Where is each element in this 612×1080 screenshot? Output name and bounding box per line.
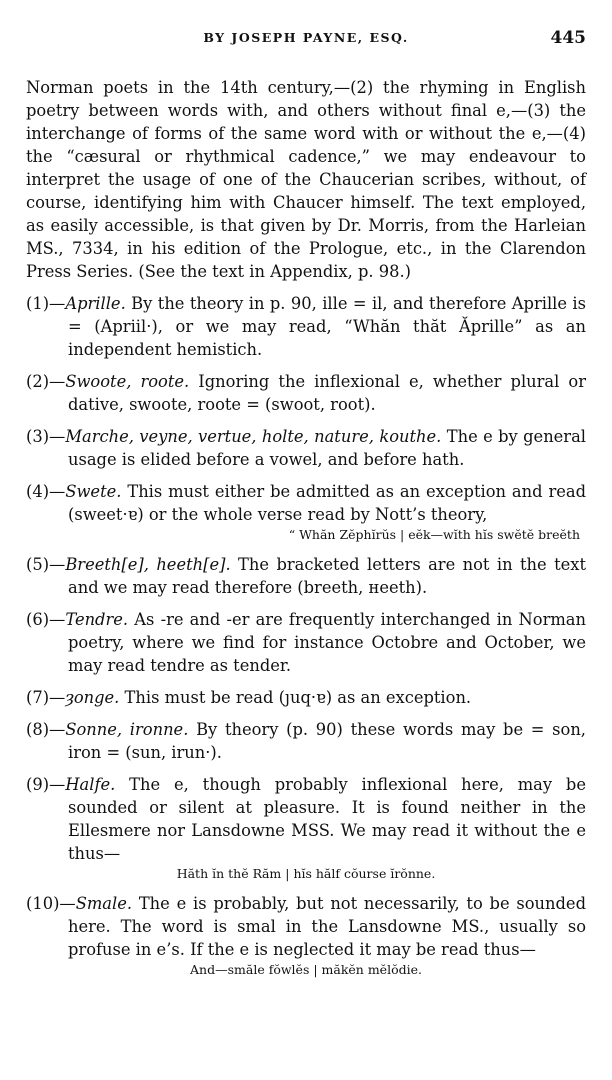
entry-9 [26,773,586,883]
entry-paragraph [26,425,586,471]
entry-text: By the theory in p. 90, ille = il, and therefore Aprille is = (Apriil·), or we may read, “Whăn thăt Ăprille” as an independent hemistich. [68,294,586,359]
entry-headword: Marche, veyne, vertue, holte, nature, kouthe. [65,427,442,446]
entry-8 [26,718,586,764]
entry-10 [26,892,586,979]
entry-1 [26,292,586,361]
entry-text: The bracketed letters are not in the text and we may read therefore (breeth, ʜeeth). [68,555,586,597]
entry-paragraph [26,292,586,361]
entry-text: As -re and -er are frequently interchanged in Norman poetry, where we find for instance Octobre and October, we may read tendre as tender. [68,610,586,675]
entry-number: (2)— [26,372,66,391]
entry-3 [26,425,586,471]
entry-paragraph [26,892,586,961]
entry-text: By theory (p. 90) these words may be = son, iron = (sun, irun·). [68,720,586,762]
entry-number: (4)— [26,482,66,501]
entry-number: (3)— [26,427,66,446]
entry-number: (10)— [26,894,76,913]
entry-text: The e is probably, but not necessarily, to be sounded here. The word is smal in the Lansdowne MS., usually so profuse in e’s. If the e is neglected it may be read thus— [68,894,586,959]
entry-2 [26,370,586,416]
entry-text: This must be read (ȷuq·ɐ) as an exception. [119,688,472,707]
entry-number: (7)— [26,688,66,707]
entry-headword: Breeth[e], heeth[e]. [65,555,231,574]
entry-paragraph [26,370,586,416]
entry-number: (5)— [26,555,66,574]
body-text [26,76,586,979]
entries-list [26,292,586,979]
entry-paragraph [26,608,586,677]
entry-text: The e by general usage is elided before a vowel, and before hath. [68,427,587,469]
entry-paragraph [26,553,586,599]
verse-line: “ Whăn Zĕphĭrŭs | eĕk—wĭth hĭs swĕtĕ breĕth [288,527,580,542]
entry-paragraph [26,773,586,865]
entry-number: (1)— [26,294,66,313]
entry-number: (9)— [26,775,66,794]
entry-4 [26,480,586,544]
entry-paragraph [26,686,586,709]
entry-7 [26,686,586,709]
entry-headword: Swoote, roote. [65,372,190,391]
entry-6 [26,608,586,677]
entry-number: (8)— [26,720,66,739]
entry-text: The e, though probably inflexional here, may be sounded or silent at pleasure. It is found neither in the Ellesmere nor Lansdowne MSS. We may read it without the e thus— [68,775,586,863]
entry-paragraph [26,480,586,526]
running-head: BY JOSEPH PAYNE, ESQ. [203,30,409,45]
entry-text: Ignoring the inflexional e, whether plural or dative, swoote, roote = (swoot, root). [68,372,586,414]
entry-headword: ȝonge. [65,688,120,707]
entry-headword: Smale. [75,894,133,913]
intro-paragraph: Norman poets in the 14th century,—(2) the rhyming in English poetry between words with, and others without final e,—(3) the interchange of forms of the same word with or without the e,—(4) the “cæsural or rhythmical cadence,” we may endeavour to interpret the usage of one of the Chaucerian scribes, without, of course, identifying him with Chaucer himself. The text employed, as easily accessible, is that given by Dr. Morris, from the Harleian MS., 7334, in his edition of the Prologue, etc., in the Clarendon Press Series. (See the text in Appendix, p. 98.) [26,78,586,281]
entry-headword: Aprille. [65,294,126,313]
entry-headword: Sonne, ironne. [65,720,189,739]
entry-paragraph [26,718,586,764]
entry-number: (6)— [26,610,66,629]
entry-text: This must either be admitted as an exception and read (sweet·ɐ) or the whole verse read by Nott’s theory, [68,482,586,524]
entry-headword: Tendre. [65,610,129,629]
entry-5 [26,553,586,599]
page-header [26,28,586,52]
verse-line: And—smăle fŏwlĕs | măkĕn mĕlŏdie. [190,962,422,977]
entry-headword: Halfe. [65,775,116,794]
verse-line: Hăth ĭn thĕ Răm | hĭs hălf cŏurse ĭrŏnne. [176,866,436,881]
entry-headword: Swete. [65,482,122,501]
page-number: 445 [550,28,586,48]
